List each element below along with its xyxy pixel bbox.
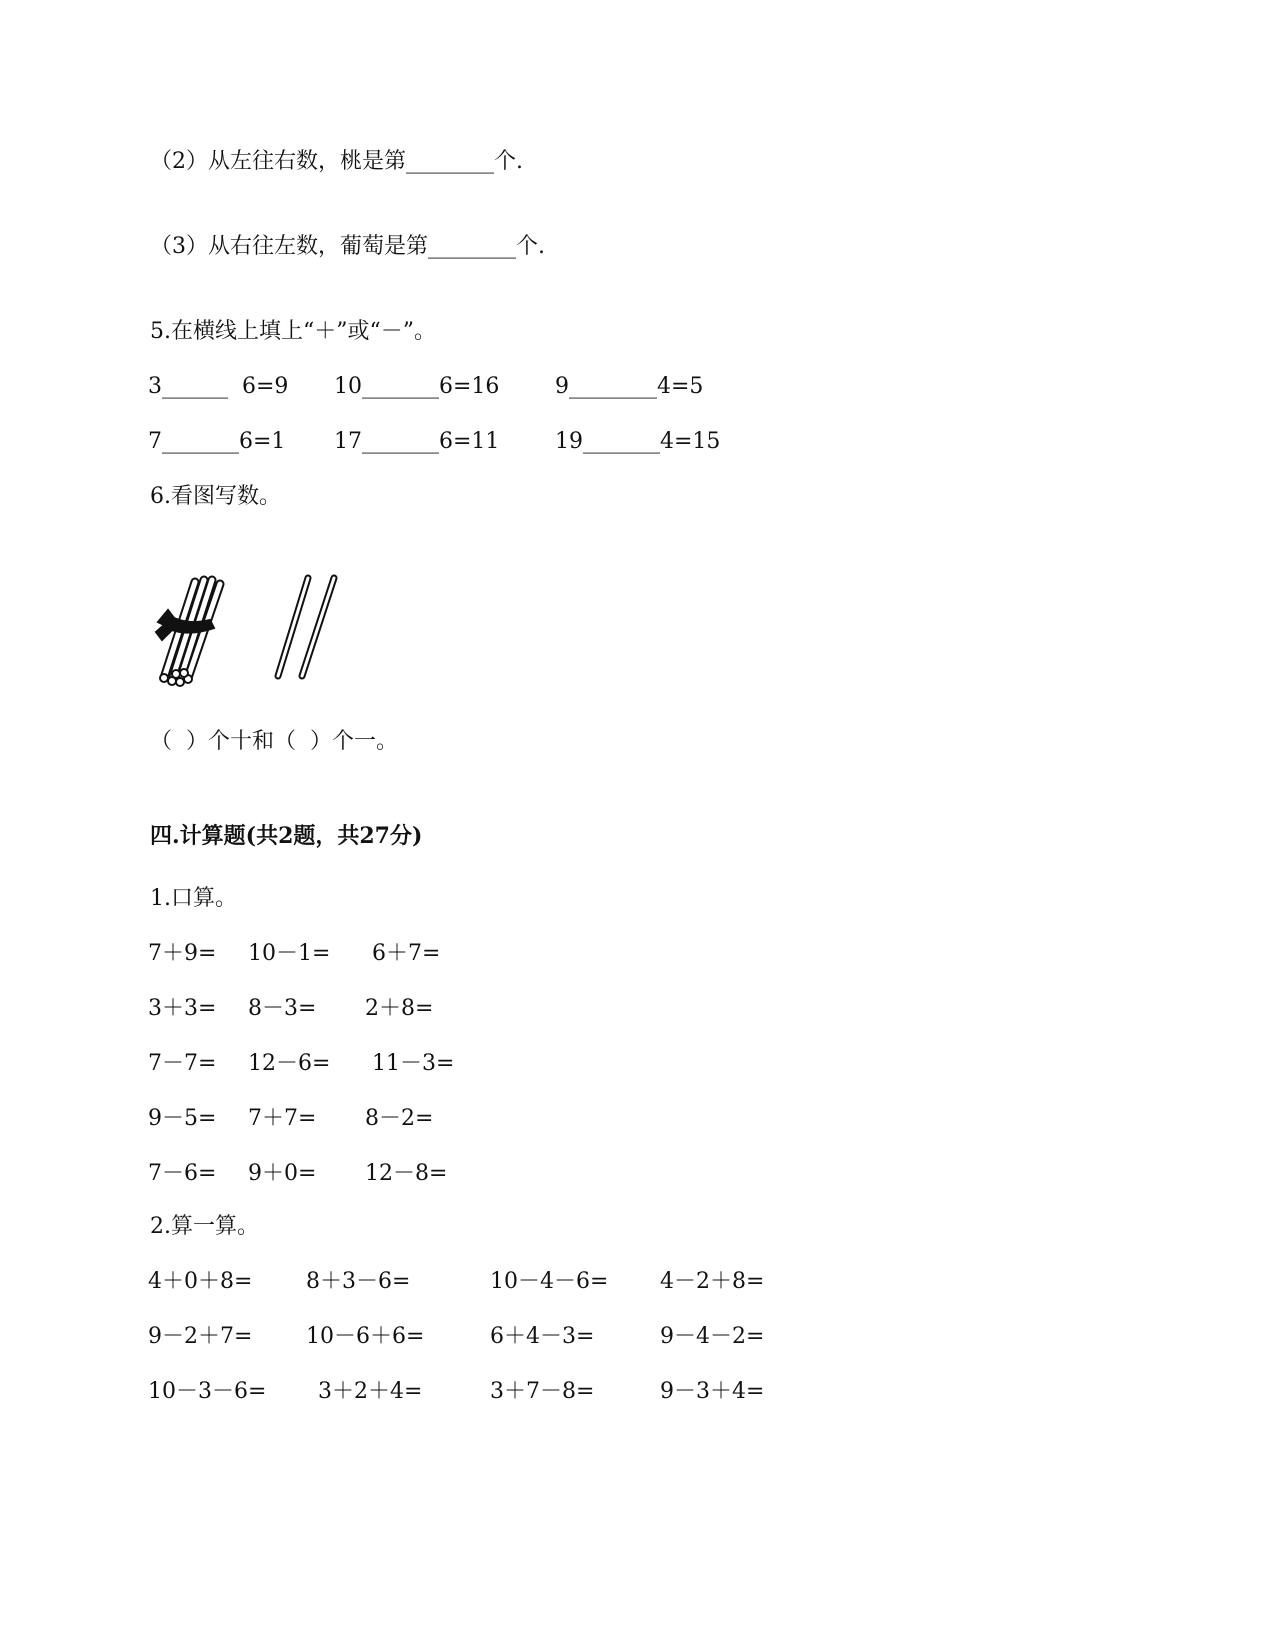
calc1-item: 7＋9= (148, 941, 217, 966)
calc1-item: 12－8= (365, 1161, 448, 1186)
q4-part2: （2）从左往右数，桃是第________个. (150, 149, 523, 174)
q5-item: 3______ 6=9 (148, 374, 289, 399)
q5-item: 10_______6=16 (334, 374, 500, 399)
calc2-title: 2.算一算。 (150, 1214, 259, 1239)
calc1-item: 8－2= (365, 1106, 434, 1131)
q5-item: 19_______4=15 (555, 429, 721, 454)
calc2-item: 9－3＋4= (660, 1379, 765, 1404)
calc2-item: 10－4－6= (490, 1269, 609, 1294)
q5-title: 5.在横线上填上“＋”或“－”。 (150, 319, 436, 344)
calc1-title: 1.口算。 (150, 886, 237, 911)
calc1-item: 7－7= (148, 1051, 217, 1076)
q5-item: 17_______6=11 (334, 429, 500, 454)
calc2-item: 3＋7－8= (490, 1379, 595, 1404)
calc2-item: 6＋4－3= (490, 1324, 595, 1349)
calc1-item: 12－6= (248, 1051, 331, 1076)
section-heading: 四.计算题(共2题，共27分) (150, 823, 423, 849)
calc1-item: 11－3= (372, 1051, 455, 1076)
calc1-item: 7＋7= (248, 1106, 317, 1131)
calc2-item: 4－2＋8= (660, 1269, 765, 1294)
q4-part3: （3）从右往左数，葡萄是第________个. (150, 234, 545, 259)
sticks-illustration (150, 570, 360, 690)
calc2-item: 10－3－6= (148, 1379, 267, 1404)
q6-answer: （ ）个十和（ ）个一。 (150, 729, 398, 754)
q5-item: 7_______6=1 (148, 429, 286, 454)
calc2-item: 9－4－2= (660, 1324, 765, 1349)
calc1-item: 2＋8= (365, 996, 434, 1021)
calc1-item: 3＋3= (148, 996, 217, 1021)
bundle-of-ten-sticks (156, 580, 220, 686)
q6-title: 6.看图写数。 (150, 484, 281, 509)
calc2-item: 10－6＋6= (306, 1324, 425, 1349)
calc1-item: 6＋7= (372, 941, 441, 966)
calc2-item: 4＋0＋8= (148, 1269, 253, 1294)
calc1-item: 9－5= (148, 1106, 217, 1131)
calc1-item: 9＋0= (248, 1161, 317, 1186)
calc1-item: 8－3= (248, 996, 317, 1021)
calc2-item: 9－2＋7= (148, 1324, 253, 1349)
calc1-item: 10－1= (248, 941, 331, 966)
q5-item: 9________4=5 (555, 374, 704, 399)
calc2-item: 3＋2＋4= (318, 1379, 423, 1404)
calc2-item: 8＋3－6= (306, 1269, 411, 1294)
calc1-item: 7－6= (148, 1161, 217, 1186)
